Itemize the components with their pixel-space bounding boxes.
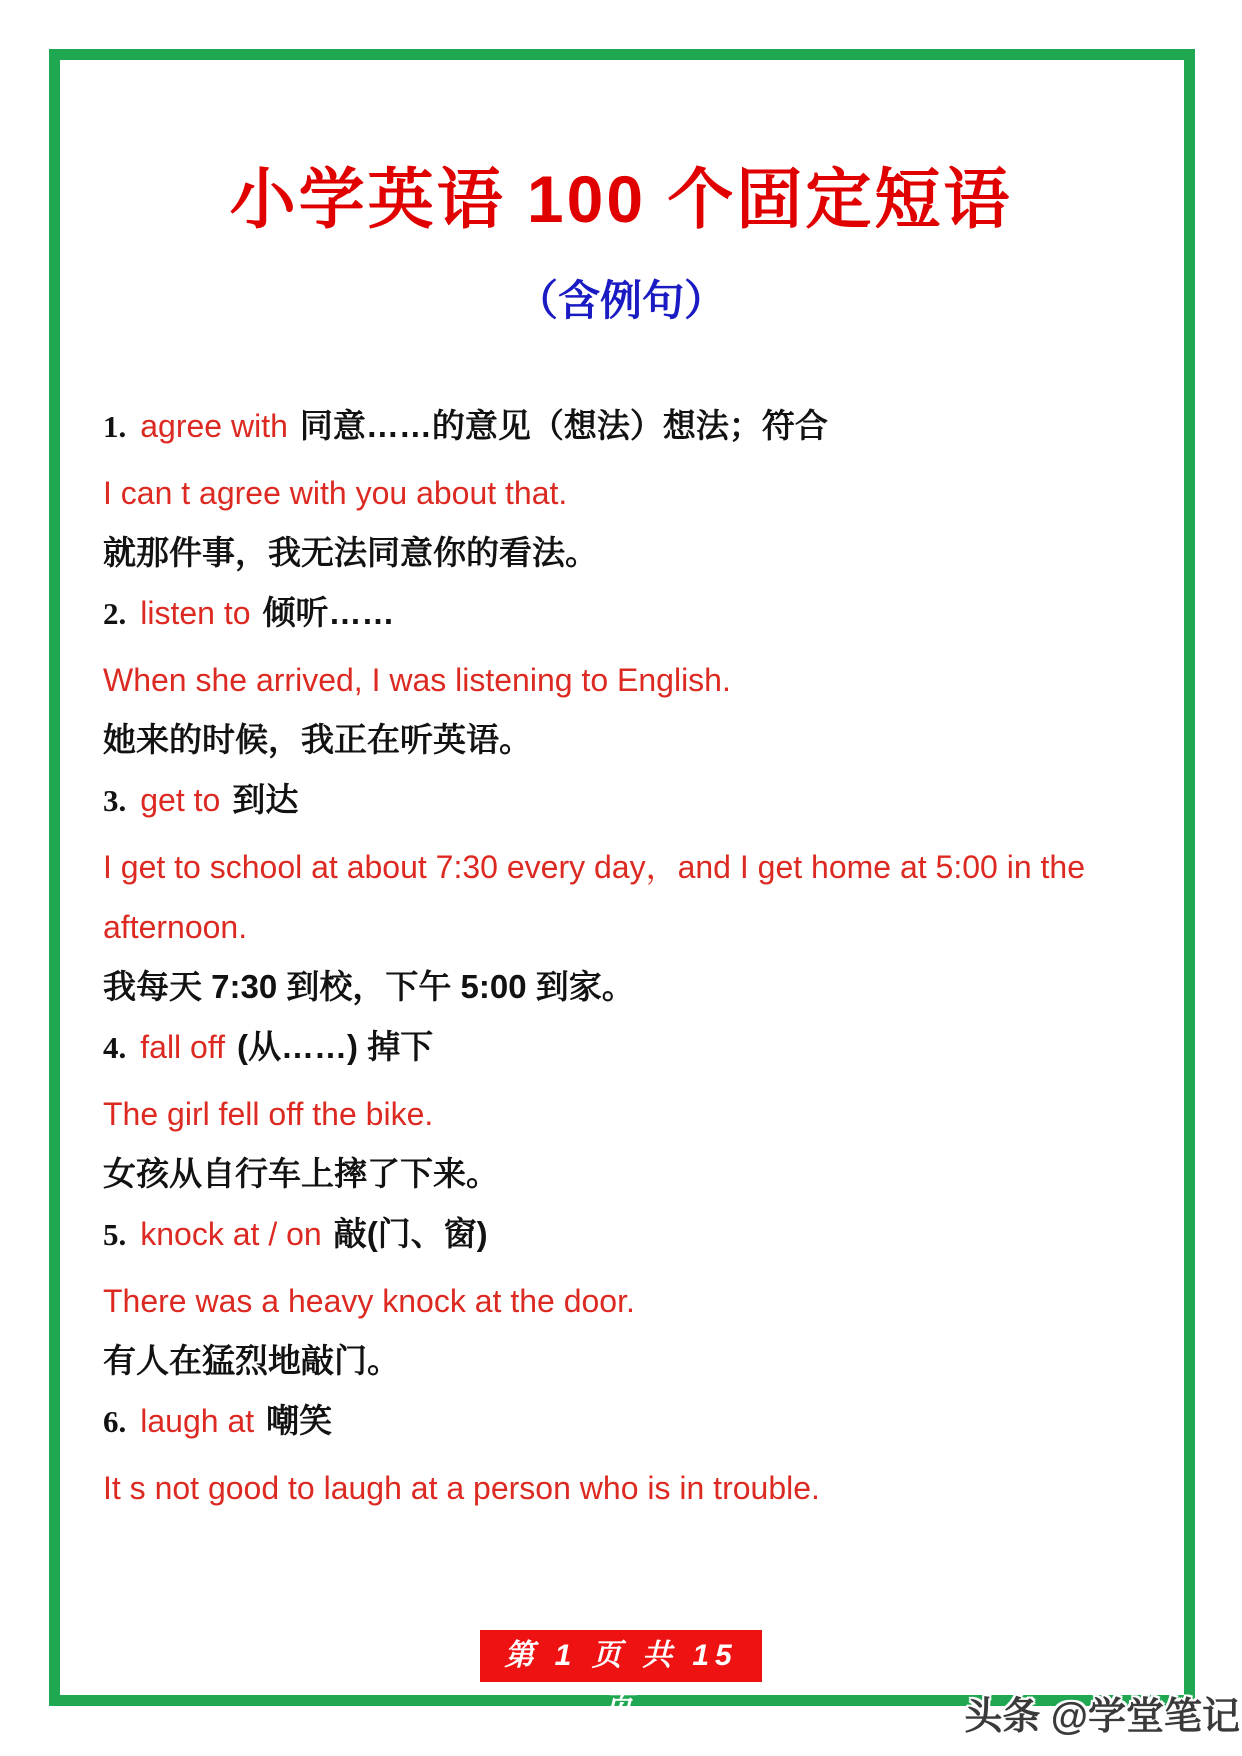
entry-number: 1.: [103, 409, 127, 444]
phrase-entry-4: [103, 1017, 1143, 1084]
entry-translation: 就那件事，我无法同意你的看法。: [103, 534, 598, 571]
entry-phrase: laugh at: [140, 1403, 255, 1439]
phrase-entry-2: [103, 583, 1143, 650]
entry-meaning: (从……) 掉下: [237, 1028, 434, 1065]
entry-meaning: 嘲笑: [266, 1402, 333, 1439]
entry-number: 2.: [103, 596, 127, 631]
entry-meaning: 到达: [232, 781, 299, 818]
phrase-list: [103, 396, 1143, 1518]
entry-phrase: get to: [140, 782, 221, 818]
page-title: 小学英语 100 个固定短语: [229, 162, 1013, 236]
entry-number: 6.: [103, 1404, 127, 1439]
entry-number: 3.: [103, 783, 127, 818]
entry-number: 5.: [103, 1217, 127, 1252]
entry-example: The girl fell off the bike.: [103, 1096, 434, 1132]
phrase-entry-1: [103, 396, 1143, 463]
entry-example: I get to school at about 7:30 every day，and I get home at 5:00 in the afternoon.: [103, 849, 1085, 945]
entry-phrase: listen to: [140, 595, 251, 631]
entry-translation: 女孩从自行车上摔了下来。: [103, 1155, 499, 1192]
entry-meaning: 同意……的意见（想法）想法；符合: [299, 407, 828, 444]
entry-phrase: knock at / on: [140, 1216, 322, 1252]
page-subtitle: （含例句）: [515, 277, 726, 324]
entry-example: There was a heavy knock at the door.: [103, 1283, 635, 1319]
phrase-entry-6: [103, 1391, 1143, 1458]
entry-example: It s not good to laugh at a person who is in trouble.: [103, 1470, 820, 1506]
entry-translation: 我每天 7:30 到校，下午 5:00 到家。: [103, 968, 635, 1005]
entry-translation: 有人在猛烈地敲门。: [103, 1342, 400, 1379]
page-number-badge: 第 1 页 共 15 页: [480, 1630, 762, 1682]
entry-phrase: fall off: [140, 1029, 226, 1065]
entry-meaning: 倾听……: [262, 594, 395, 631]
watermark: 头条 @学堂笔记: [964, 1696, 1240, 1738]
entry-meaning: 敲(门、窗): [333, 1215, 488, 1252]
phrase-entry-3: [103, 770, 1143, 837]
entry-phrase: agree with: [140, 408, 288, 444]
entry-example: When she arrived, I was listening to English.: [103, 662, 731, 698]
entry-example: I can t agree with you about that.: [103, 475, 568, 511]
phrase-entry-5: [103, 1204, 1143, 1271]
entry-translation: 她来的时候，我正在听英语。: [103, 721, 532, 758]
entry-number: 4.: [103, 1030, 127, 1065]
